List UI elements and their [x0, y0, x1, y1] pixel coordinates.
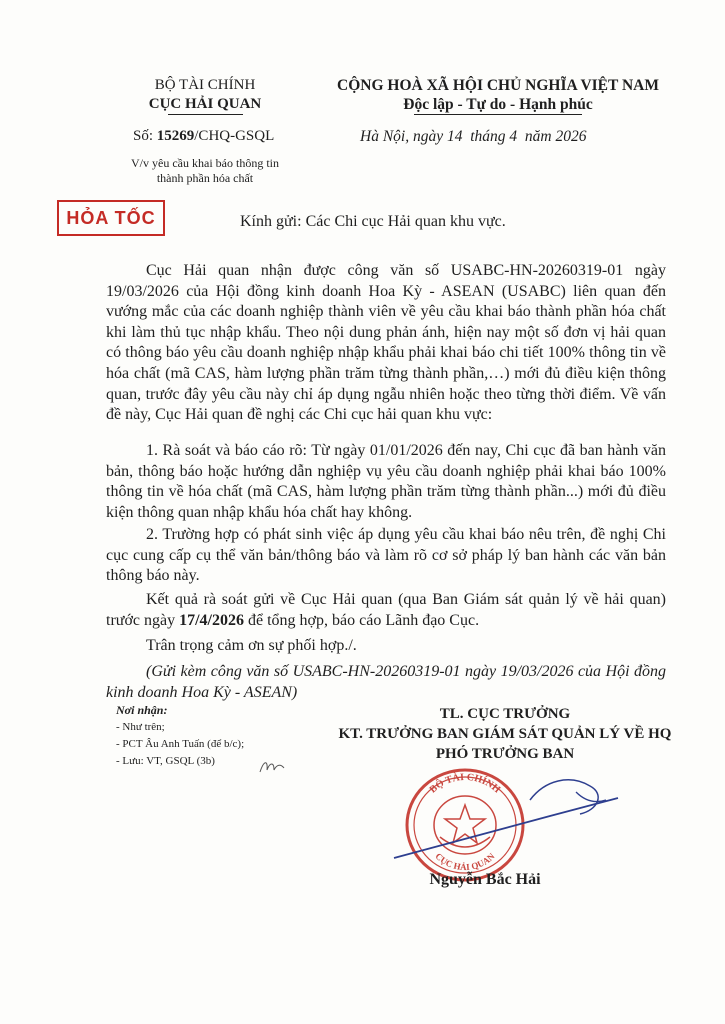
- body-paragraph-2: 1. Rà soát và báo cáo rõ: Từ ngày 01/01/2026 đến nay, Chi cục đã ban hành văn bản, thông báo hoặc hướng dẫn nghiệp vụ yêu cầu doanh nghiệp phải khai báo 100% thông tin về hóa chất (mã CAS, hàm lượng phần trăm từng thành phần...) mới đủ điều kiện thông quan nhập khẩu hóa chất hay không.: [106, 442, 666, 521]
- handwritten-signature: [380, 770, 630, 873]
- country-name: CỘNG HOÀ XÃ HỘI CHỦ NGHĨA VIỆT NAM: [337, 77, 659, 94]
- recipients-title: Nơi nhận:: [116, 703, 168, 717]
- subject-block: [110, 156, 300, 186]
- doc-no-number: 15269: [156, 128, 195, 144]
- signature-block: [310, 704, 700, 764]
- signature-line-3: PHÓ TRƯỞNG BAN: [435, 746, 575, 762]
- deadline-date: 17/4/2026: [179, 611, 244, 629]
- department-name: CỤC HẢI QUAN: [148, 96, 262, 112]
- issue-date: Hà Nội, ngày 14 tháng 4 năm 2026: [360, 128, 587, 145]
- attachment-note: (Gửi kèm công văn số USABC-HN-20260319-01 ngày 19/03/2026 của Hội đồng kinh doanh Hoa Kỳ - ASEAN): [106, 663, 666, 701]
- signature-line-1: TL. CỤC TRƯỞNG: [439, 706, 571, 722]
- body-paragraph-3: 2. Trường hợp có phát sinh việc áp dụng yêu cầu khai báo nêu trên, đề nghị Chi cục cung cấp cụ thể văn bản/thông báo và làm rõ cơ sở pháp lý ban hành các văn bản thông báo này.: [106, 526, 666, 585]
- issuer-block: [110, 76, 300, 114]
- seal-bottom-text: CỤC HẢI QUAN: [433, 851, 497, 873]
- motto-underline: [414, 114, 582, 115]
- national-title: [308, 76, 688, 114]
- subject-line-1: V/v yêu cầu khai báo thông tin: [131, 156, 279, 170]
- recipient-item: - Lưu: VT, GSQL (3b): [116, 755, 215, 767]
- subject-line-2: thành phần hóa chất: [156, 171, 254, 185]
- signer-name: Nguyễn Bắc Hải: [429, 871, 541, 888]
- greeting: Kính gửi: Các Chi cục Hải quan khu vực.: [240, 213, 506, 230]
- urgent-stamp: HỎA TỐC: [57, 200, 165, 236]
- document-number: [133, 127, 274, 146]
- body-paragraph-1: Cục Hải quan nhận được công văn số USABC-HN-20260319-01 ngày 19/03/2026 của Hội đồng kinh doanh Hoa Kỳ - ASEAN (USABC) liên quan đến vướng mắc của các doanh nghiệp thành viên về yêu cầu khai báo thành phần hóa chất khi làm thủ tục nhập khẩu. Theo nội dung phản ánh, hiện nay một số đơn vị hải quan có thông báo yêu cầu doanh nghiệp nhập khẩu phải khai báo chi tiết 100% thông tin về hóa chất (mã CAS, hàm lượng phần trăm từng thành phần,…) mới đủ điều kiện thông quan, trước đây yêu cầu này chỉ áp dụng ngẫu nhiên hoặc theo từng thời điểm. Về vấn đề này, Cục Hải quan đề nghị các Chi cục hải quan khu vực:: [106, 262, 666, 424]
- signature-line-2: KT. TRƯỞNG BAN GIÁM SÁT QUẢN LÝ VỀ HQ: [338, 726, 672, 742]
- doc-no-suffix: /CHQ-GSQL: [194, 128, 275, 144]
- initials-mark: [258, 756, 286, 778]
- seal-top-text: BỘ TÀI CHÍNH: [427, 771, 503, 796]
- doc-no-label: Số:: [133, 128, 154, 144]
- body-paragraph-4: Kết quả rà soát gửi về Cục Hải quan (qua Ban Giám sát quản lý về hải quan) trước ngày 17/4/2026 để tổng hợp, báo cáo Lãnh đạo Cục.: [106, 591, 666, 629]
- recipient-item: - Như trên;: [116, 721, 165, 733]
- national-motto: Độc lập - Tự do - Hạnh phúc: [403, 96, 593, 113]
- ministry-name: BỘ TÀI CHÍNH: [154, 77, 256, 93]
- issuer-underline: [168, 114, 243, 115]
- recipient-item: - PCT Âu Anh Tuấn (để b/c);: [116, 738, 245, 750]
- thanks-line: Trân trọng cảm ơn sự phối hợp./.: [146, 637, 357, 654]
